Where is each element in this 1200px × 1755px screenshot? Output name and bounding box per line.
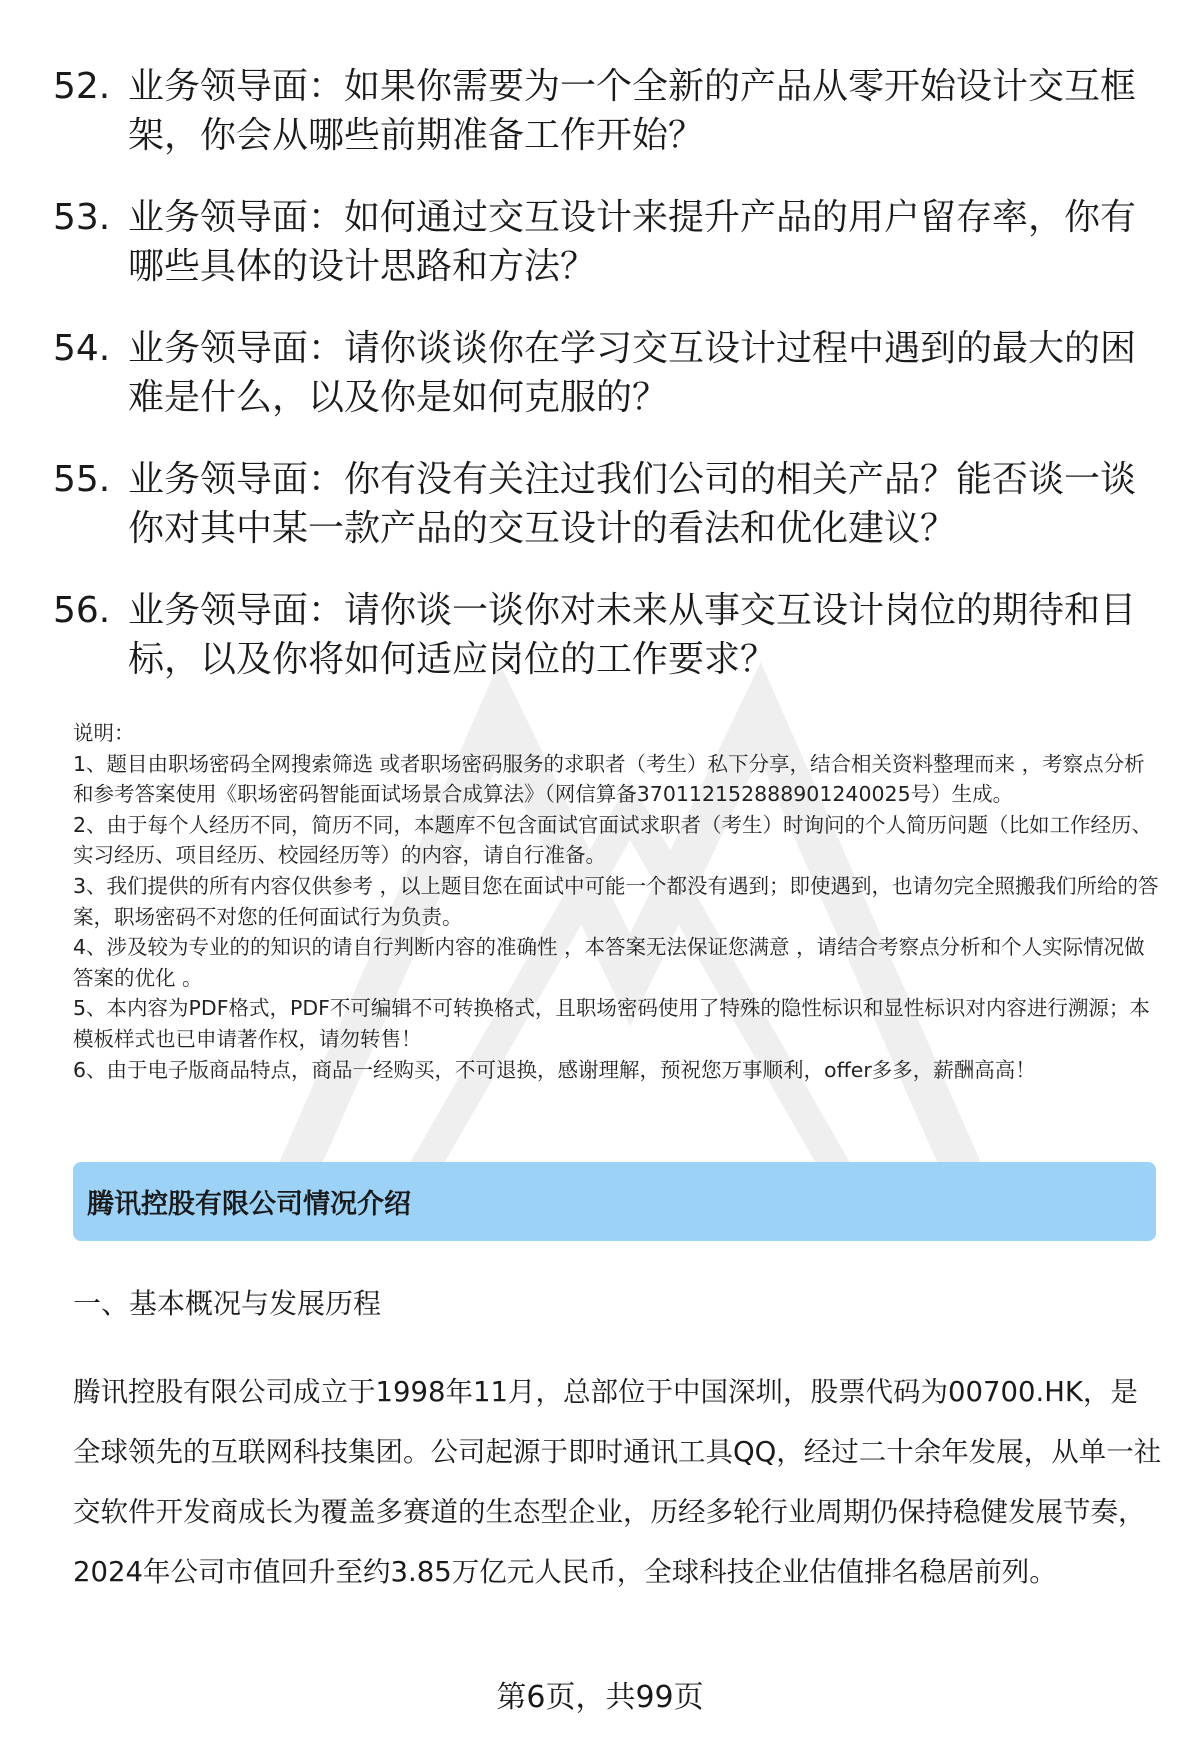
question-number: 52. xyxy=(53,66,111,107)
question-55 xyxy=(53,455,1143,553)
question-number: 54. xyxy=(53,328,111,369)
note-item: 4、涉及较为专业的的知识的请自行判断内容的准确性 ，本答案无法保证您满意 ，请结合考察点分析和个人实际情况做答案的优化 。 xyxy=(73,935,1145,990)
section-heading: 一、基本概况与发展历程 xyxy=(73,1287,382,1320)
company-banner xyxy=(73,1162,1156,1241)
note-item: 6、由于电子版商品特点，商品一经购买，不可退换，感谢理解，预祝您万事顺利，offer多多，薪酬高高！ xyxy=(73,1057,1036,1082)
banner-title: 腾讯控股有限公司情况介绍 xyxy=(87,1189,411,1220)
question-number: 55. xyxy=(53,459,111,500)
question-text: 业务领导面：请你谈谈你在学习交互设计过程中遇到的最大的困难是什么，以及你是如何克服的？ xyxy=(128,328,1137,418)
question-text: 业务领导面：如何通过交互设计来提升产品的用户留存率，你有哪些具体的设计思路和方法？ xyxy=(128,197,1137,287)
notes-title: 说明： xyxy=(73,721,135,745)
question-52 xyxy=(53,62,1143,160)
note-item: 5、本内容为PDF格式，PDF不可编辑不可转换格式，且职场密码使用了特殊的隐性标识和显性标识对内容进行溯源；本模板样式也已申请著作权，请勿转售！ xyxy=(73,996,1150,1051)
question-54 xyxy=(53,324,1143,422)
note-item: 3、我们提供的所有内容仅供参考 ，以上题目您在面试中可能一个都没有遇到；即使遇到，也请勿完全照搬我们所给的答案，职场密码不对您的任何面试行为负责。 xyxy=(73,873,1159,929)
note-item: 1、题目由职场密码全网搜索筛选 或者职场密码服务的求职者（考生）私下分享，结合相关资料整理而来 ，考察点分析和参考答案使用《职场密码智能面试场景合成算法》（网信算备370112152888901240025号）生成。 xyxy=(73,751,1145,807)
question-text: 业务领导面：如果你需要为一个全新的产品从零开始设计交互框架，你会从哪些前期准备工作开始？ xyxy=(128,66,1137,156)
question-text: 业务领导面：你有没有关注过我们公司的相关产品？能否谈一谈你对其中某一款产品的交互设计的看法和优化建议？ xyxy=(128,459,1137,549)
note-item: 2、由于每个人经历不同，简历不同，本题库不包含面试官面试求职者（考生）时询问的个人简历问题（比如工作经历、实习经历、项目经历、校园经历等）的内容，请自行准备。 xyxy=(73,812,1153,868)
question-53 xyxy=(53,193,1143,291)
question-text: 业务领导面：请你谈一谈你对未来从事交互设计岗位的期待和目标，以及你将如何适应岗位的工作要求？ xyxy=(128,590,1137,680)
question-56 xyxy=(53,586,1143,684)
company-paragraph: 腾讯控股有限公司成立于1998年11月，总部位于中国深圳，股票代码为00700.HK，是全球领先的互联网科技集团。公司起源于即时通讯工具QQ，经过二十余年发展，从单一社交软件开发商成长为覆盖多赛道的生态型企业，历经多轮行业周期仍保持稳健发展节奏，2024年公司市值回升至约3.85万亿元人民币，全球科技企业估值排名稳居前列。 xyxy=(73,1376,1162,1588)
notes-section xyxy=(73,718,1163,1085)
question-number: 56. xyxy=(53,590,111,631)
question-number: 53. xyxy=(53,197,111,238)
page-number: 第6页，共99页 xyxy=(496,1680,704,1715)
